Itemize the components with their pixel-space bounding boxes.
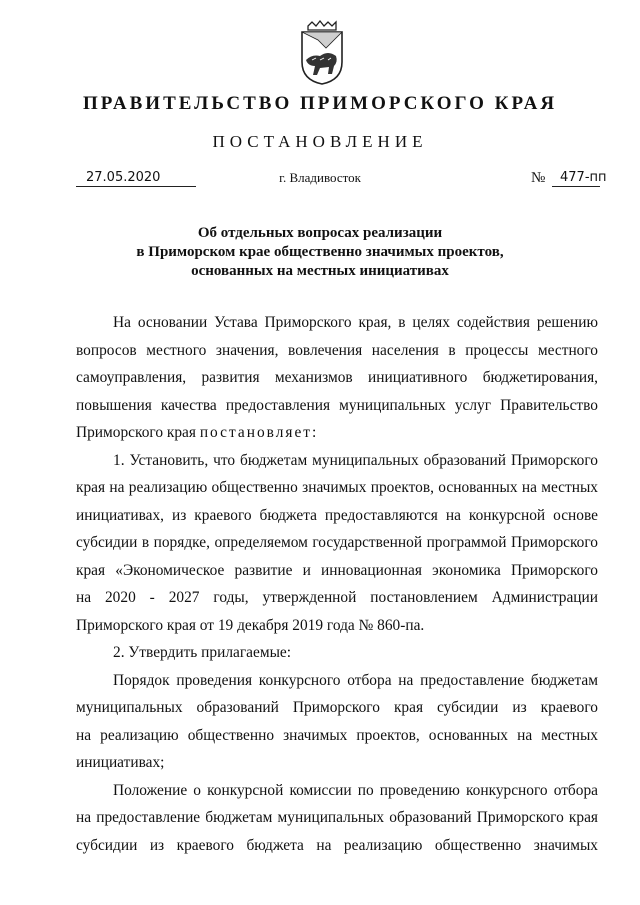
number-underline [552,186,600,187]
text-line [76,419,598,447]
number-label: № [531,170,546,186]
document-number: 477-пп [560,170,607,185]
text-segment: Приморского края [76,424,200,441]
text-line: инициативах; [76,754,165,771]
text-line: На основании Устава Приморского края, в целях содействия решению [113,314,598,331]
government-name: ПРАВИТЕЛЬСТВО ПРИМОРСКОГО КРАЯ [82,93,558,114]
document-body [76,309,598,859]
title-line: Об отдельных вопросах реализации [197,225,443,241]
text-line: на 2020 - 2027 годы, утвержденной постановлением Администрации [76,589,598,606]
text-line: инициативах, из краевого бюджета предоставляются на конкурсной основе [76,506,598,524]
text-line: субсидии из краевого бюджета на реализацию общественно значимых [76,836,598,854]
text-line: вопросов местного значения, вовлечения населения в процессы местного [76,341,598,359]
text-line: 1. Установить, что бюджетам муниципальных образований Приморского [113,451,598,469]
text-line: на предоставление бюджетам муниципальных образований Приморского края [76,809,598,826]
text-line: края на реализацию общественно значимых проектов, основанных на местных [76,479,598,496]
text-line: самоуправления, развития механизмов инициативного бюджетирования, [76,369,598,386]
document-city: г. Владивосток [279,170,361,185]
text-line: субсидии в порядке, определяемом государственной программой Приморского [76,534,598,551]
text-line: Положение о конкурсной комиссии по проведению конкурсного отбора [113,781,598,799]
text-line: Порядок проведения конкурсного отбора на предоставление бюджетам [113,671,598,689]
date-underline [76,186,196,187]
text-line: края «Экономическое развитие и инновационная экономика Приморского [76,561,598,579]
title-line: в Приморском крае общественно значимых проектов, [136,244,504,260]
text-line: Приморского края от 19 декабря 2019 года № 860-па. [76,616,425,634]
text-line: муниципальных образований Приморского края субсидии из краевого [76,699,598,716]
title-line: основанных на местных инициативах [191,263,449,279]
text-line: повышения качества предоставления муниципальных услуг Правительство [76,396,598,414]
text-line: 2. Утвердить прилагаемые: [113,644,292,661]
document-date: 27.05.2020 [86,170,161,185]
document-title [0,224,640,281]
resolution-keyword: постановляет: [199,424,319,441]
document-type: ПОСТАНОВЛЕНИЕ [212,132,428,151]
primorsky-krai-coat-of-arms-icon [298,20,346,86]
text-line: на реализацию общественно значимых проектов, основанных на местных [76,726,598,744]
